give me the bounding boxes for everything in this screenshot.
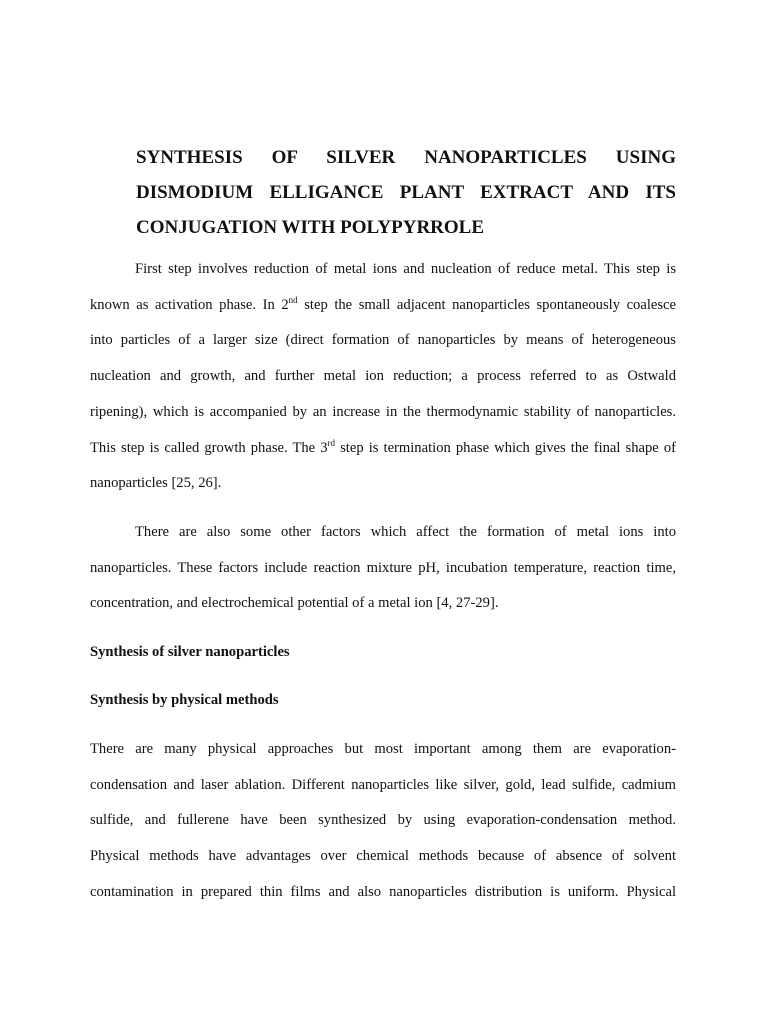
superscript: rd <box>327 437 336 448</box>
paragraph-line: nanoparticles [25, 26]. <box>90 475 222 492</box>
paragraph-line: contamination in prepared thin films and also nanoparticles distribution is uniform. Physical <box>90 883 676 900</box>
paragraph-other-factors <box>90 515 676 622</box>
paragraph-line <box>90 288 676 324</box>
superscript: nd <box>288 294 298 305</box>
text-run: known as activation phase. In 2 <box>90 296 289 313</box>
paragraph-line: nucleation and growth, and further metal ion reduction; a process referred to as Ostwald <box>90 368 676 385</box>
paragraph-line: There are many physical approaches but most important among them are evaporation- <box>90 741 676 757</box>
section-heading: Synthesis of silver nanoparticles <box>90 644 290 660</box>
paragraph-line: Physical methods have advantages over chemical methods because of absence of solvent <box>90 848 676 865</box>
text-run: This step is called growth phase. The 3 <box>90 439 328 456</box>
subsection-heading: Synthesis by physical methods <box>90 692 279 708</box>
paragraph-line: condensation and laser ablation. Different nanoparticles like silver, gold, lead sulfide, cadmium <box>90 776 676 793</box>
paragraph-line: concentration, and electrochemical potential of a metal ion [4, 27-29]. <box>90 595 499 612</box>
paragraph-formation-phases <box>90 252 676 502</box>
title-line: SYNTHESIS OF SILVER NANOPARTICLES USING <box>136 147 676 168</box>
paragraph-line: nanoparticles. These factors include reaction mixture pH, incubation temperature, reaction time, <box>90 559 676 576</box>
text-run: step is termination phase which gives the final shape of <box>335 439 676 456</box>
paragraph-line: into particles of a larger size (direct formation of nanoparticles by means of heterogeneous <box>90 332 676 349</box>
paragraph-line: First step involves reduction of metal ions and nucleation of reduce metal. This step is <box>135 261 676 277</box>
paragraph-line: sulfide, and fullerene have been synthesized by using evaporation-condensation method. <box>90 812 676 829</box>
text-run: step the small adjacent nanoparticles spontaneously coalesce <box>297 296 676 313</box>
document-title <box>136 140 676 245</box>
title-line: DISMODIUM ELLIGANCE PLANT EXTRACT AND ITS <box>136 182 676 203</box>
paragraph-line <box>90 431 676 467</box>
paragraph-line: There are also some other factors which affect the formation of metal ions into <box>135 524 676 540</box>
paragraph-physical-methods <box>90 732 676 911</box>
title-line: CONJUGATION WITH POLYPYRROLE <box>136 217 485 238</box>
paragraph-line: ripening), which is accompanied by an increase in the thermodynamic stability of nanoparticles. <box>90 403 676 420</box>
